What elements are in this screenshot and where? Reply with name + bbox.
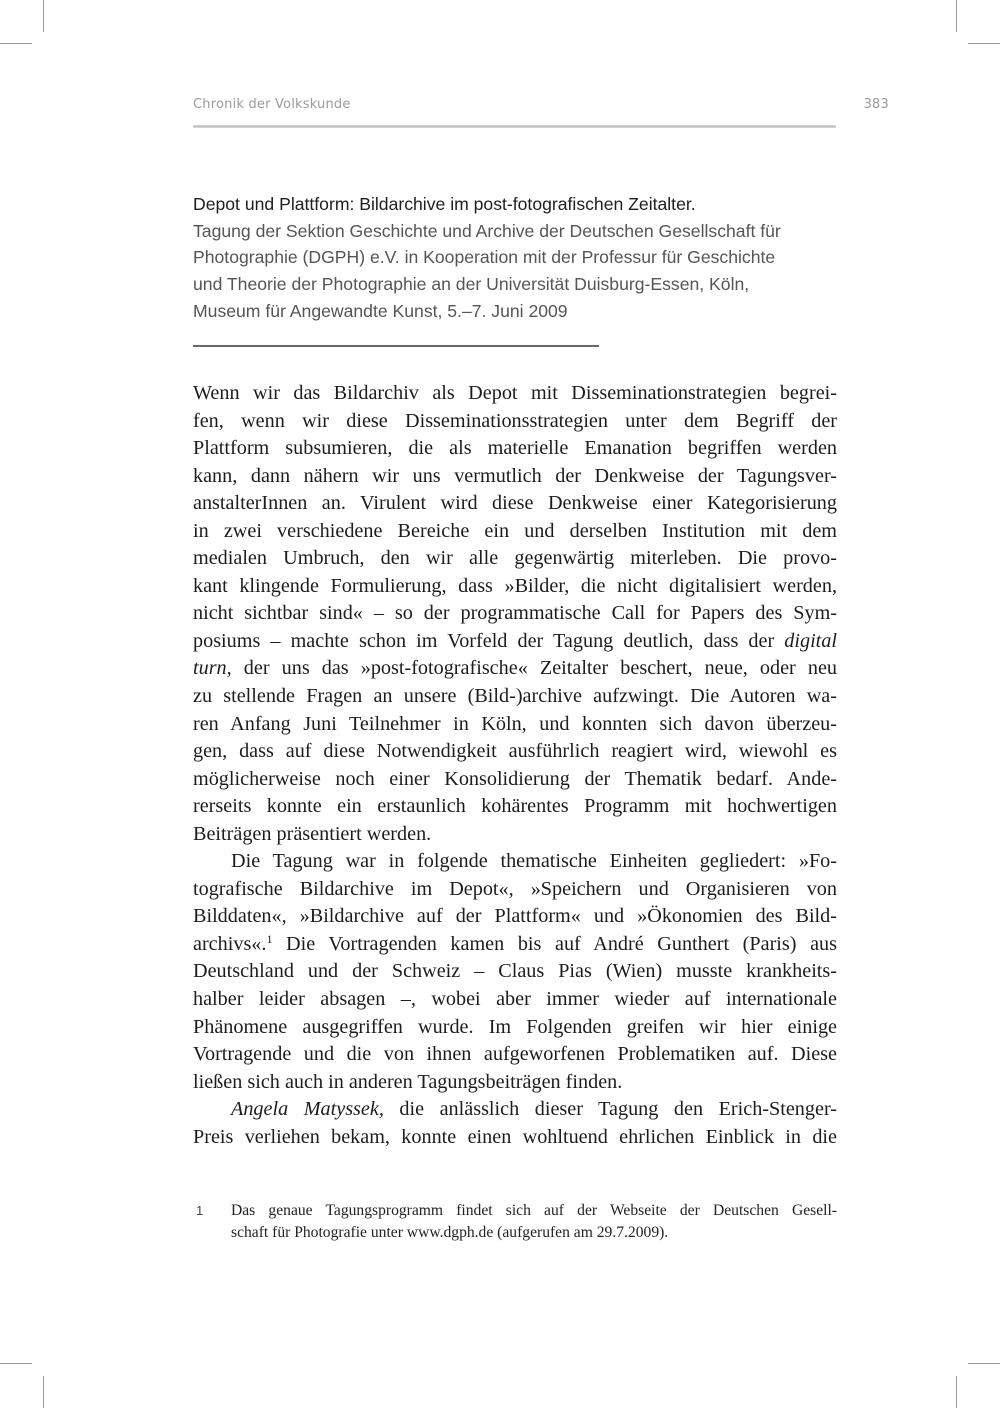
crop-mark-top-left-horizontal <box>0 43 32 44</box>
footnote-reference[interactable]: 1 <box>266 931 273 946</box>
text-line: Preis verliehen bekam, konnte einen wohltuend ehrlichen Einblick in die <box>193 1125 837 1148</box>
text-line: Vortragende und die von ihnen aufgeworfenen Problematiken auf. Diese <box>193 1043 837 1066</box>
article-header <box>193 191 853 325</box>
running-head-rule <box>193 125 836 128</box>
text-line: ließen sich auch in anderen Tagungsbeiträgen finden. <box>193 1070 623 1093</box>
crop-mark-top-right-horizontal <box>968 43 1000 44</box>
footnote-line: Das genaue Tagungsprogramm findet sich auf der Webseite der Deutschen Gesell- <box>231 1202 837 1219</box>
paragraph-2 <box>193 848 837 1096</box>
text-line: rerseits konnte ein erstaunlich kohärentes Programm mit hochwertigen <box>193 795 837 818</box>
text-run: posiums – machte schon im Vorfeld der Tagung deutlich, dass der <box>193 629 785 652</box>
text-line: halber leider absagen –, wobei aber immer wieder auf internationale <box>193 988 837 1011</box>
crop-mark-bottom-left-vertical <box>43 1376 44 1408</box>
text-run: Die Vortragenden kamen bis auf André Gunthert (Paris) aus <box>272 932 837 955</box>
text-line <box>193 1096 837 1124</box>
running-head-title: Chronik der Volkskunde <box>193 97 351 112</box>
text-run: , der uns das »post-fotografische« Zeitalter beschert, neue, oder neu <box>226 657 837 680</box>
crop-mark-bottom-right-vertical <box>956 1376 957 1408</box>
text-line: kann, dann nähern wir uns vermutlich der Denkweise der Tagungsver- <box>193 464 837 487</box>
text-run: die anlässlich dieser Tagung den Erich-Stenger- <box>383 1098 837 1121</box>
text-run: archivs«. <box>193 932 267 955</box>
text-line: gen, dass auf diese Notwendigkeit ausführlich reagiert wird, wiewohl es <box>193 740 837 763</box>
paragraph-3 <box>193 1096 837 1151</box>
article-subtitle-line: Museum für Angewandte Kunst, 5.–7. Juni 2009 <box>193 300 568 321</box>
italic-term: digital <box>784 629 837 652</box>
text-line: in zwei verschiedene Bereiche ein und derselben Institution mit dem <box>193 519 837 542</box>
article-header-rule <box>193 345 599 347</box>
person-name: Angela Matyssek, <box>231 1098 384 1121</box>
crop-mark-bottom-right-horizontal <box>968 1363 1000 1364</box>
article-subtitle-line: Tagung der Sektion Geschichte und Archive der Deutschen Gesellschaft für <box>193 220 781 241</box>
text-line: Beiträgen präsentiert werden. <box>193 822 432 845</box>
text-line: Deutschland und der Schweiz – Claus Pias (Wien) musste krankheits- <box>193 960 837 983</box>
crop-mark-top-left-vertical <box>43 0 44 32</box>
text-line: zu stellende Fragen an unsere (Bild-)archive aufzwingt. Die Autoren wa- <box>193 685 837 708</box>
text-line <box>193 628 837 656</box>
text-line: Wenn wir das Bildarchiv als Depot mit Disseminationstrategien begrei- <box>193 382 837 404</box>
page-number: 383 <box>863 97 889 112</box>
text-line: nicht sichtbar sind« – so der programmatische Call for Papers des Sym- <box>193 602 837 625</box>
footnote-text <box>231 1200 837 1243</box>
text-line: fen, wenn wir diese Disseminationsstrategien unter dem Begriff der <box>193 409 837 432</box>
footnote-line: schaft für Photografie unter www.dgph.de (aufgerufen am 29.7.2009). <box>231 1223 669 1241</box>
text-line: Phänomene ausgegriffen wurde. Im Folgenden greifen wir hier einige <box>193 1015 837 1038</box>
text-line: Plattform subsumieren, die als materielle Emanation begriffen werden <box>193 437 837 460</box>
body-text <box>193 380 837 1151</box>
text-line: Die Tagung war in folgende thematische Einheiten gegliedert: »Fo- <box>231 850 837 873</box>
paragraph-1 <box>193 380 837 848</box>
crop-mark-top-right-vertical <box>956 0 957 32</box>
text-line <box>193 655 837 683</box>
text-line: ren Anfang Juni Teilnehmer in Köln, und konnten sich davon überzeu- <box>193 712 837 735</box>
italic-term: turn <box>193 657 227 680</box>
footnote <box>193 1200 837 1243</box>
article-subtitle-line: Photographie (DGPH) e.V. in Kooperation mit der Professur für Geschichte <box>193 247 776 268</box>
text-line: kant klingende Formulierung, dass »Bilder, die nicht digitalisiert werden, <box>193 574 837 597</box>
text-line: tografische Bildarchive im Depot«, »Speichern und Organisieren von <box>193 877 837 900</box>
text-line: anstalterInnen an. Virulent wird diese Denkweise einer Kategorisierung <box>193 492 837 515</box>
running-head <box>193 97 889 117</box>
article-title: Depot und Plattform: Bildarchive im post-fotografischen Zeitalter. <box>193 194 696 214</box>
article-subtitle-line: und Theorie der Photographie an der Universität Duisburg-Essen, Köln, <box>193 274 750 295</box>
footnote-number: 1 <box>196 1203 204 1218</box>
text-line: möglicherweise noch einer Konsolidierung der Thematik bedarf. Ande- <box>193 767 837 790</box>
crop-mark-bottom-left-horizontal <box>0 1363 32 1364</box>
text-line <box>193 931 837 959</box>
text-line: medialen Umbruch, den wir alle gegenwärtig miterleben. Die provo- <box>193 547 837 570</box>
text-line: Bilddaten«, »Bildarchive auf der Plattform« und »Ökonomien des Bild- <box>193 905 837 928</box>
